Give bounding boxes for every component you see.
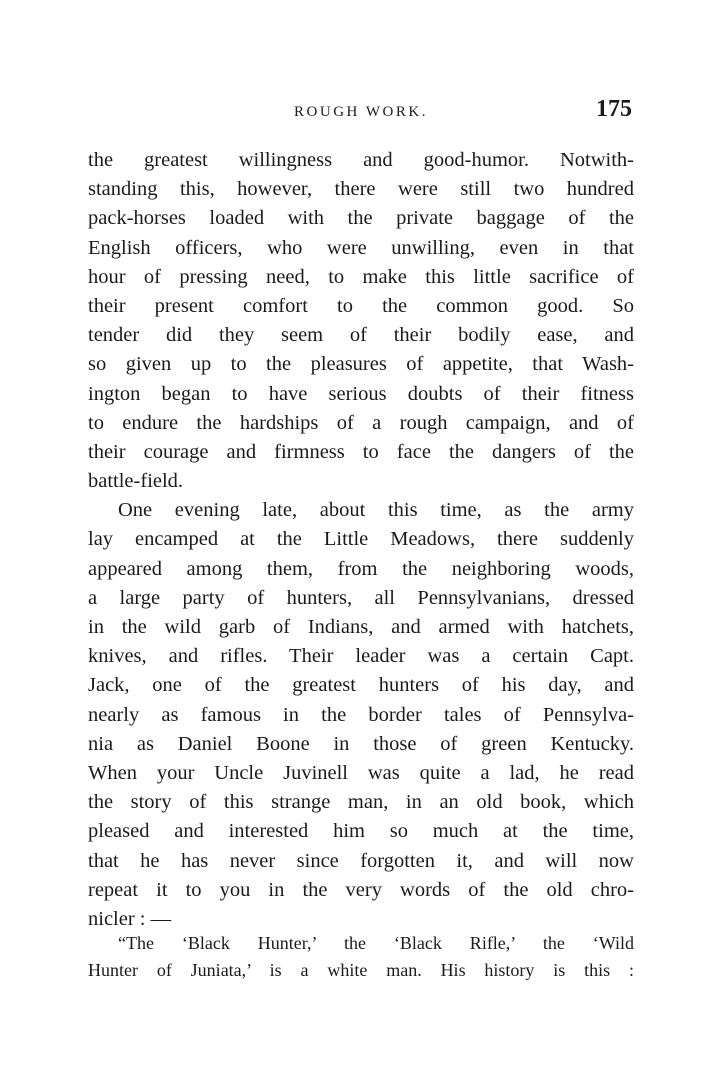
text-line: a large party of hunters, all Pennsylvanians, dressed — [88, 586, 634, 609]
quote-line: Hunter of Juniata,’ is a white man. His history is this : — [88, 960, 634, 980]
text-line: that he has never since forgotten it, and will now — [88, 849, 634, 872]
text-line: pleased and interested him so much at the time, — [88, 820, 634, 843]
paragraph-start-line: One evening late, about this time, as the army — [118, 499, 634, 522]
text-line: standing this, however, there were still two hundred — [88, 178, 634, 201]
paragraph-end-line: nicler : — — [88, 907, 172, 930]
paragraph-end-line: battle-field. — [88, 470, 184, 493]
text-line: nearly as famous in the border tales of Pennsylva- — [88, 703, 634, 726]
quote-line: “The ‘Black Hunter,’ the ‘Black Rifle,’ the ‘Wild — [118, 933, 634, 953]
page-number: 175 — [596, 96, 632, 122]
text-line: pack-horses loaded with the private baggage of the — [88, 207, 634, 230]
text-line: so given up to the pleasures of appetite, that Wash- — [88, 353, 634, 376]
text-line: ington began to have serious doubts of their fitness — [88, 382, 634, 405]
text-line: knives, and rifles. Their leader was a certain Capt. — [88, 645, 634, 668]
body-text — [88, 146, 634, 934]
text-line: repeat it to you in the very words of the old chro- — [88, 878, 634, 901]
text-line: English officers, who were unwilling, even in that — [88, 236, 634, 259]
quoted-passage — [88, 930, 634, 984]
text-line: hour of pressing need, to make this little sacrifice of — [88, 265, 634, 288]
text-line: in the wild garb of Indians, and armed with hatchets, — [88, 616, 634, 638]
running-head — [88, 96, 634, 126]
text-line: tender did they seem of their bodily ease, and — [88, 324, 634, 347]
text-line: the story of this strange man, in an old book, which — [88, 791, 634, 814]
text-line: Jack, one of the greatest hunters of his day, and — [88, 674, 634, 697]
text-line: When your Uncle Juvinell was quite a lad, he read — [88, 761, 634, 784]
text-line: appeared among them, from the neighboring woods, — [88, 557, 634, 580]
text-line: their courage and firmness to face the dangers of the — [88, 440, 634, 463]
text-line: to endure the hardships of a rough campaign, and of — [88, 411, 634, 434]
running-title: ROUGH WORK. — [294, 104, 428, 120]
text-line: nia as Daniel Boone in those of green Kentucky. — [88, 732, 634, 755]
text-line: lay encamped at the Little Meadows, there suddenly — [88, 528, 634, 551]
text-line: the greatest willingness and good-humor. Notwith- — [88, 149, 634, 171]
text-line: their present comfort to the common good. So — [88, 294, 634, 317]
